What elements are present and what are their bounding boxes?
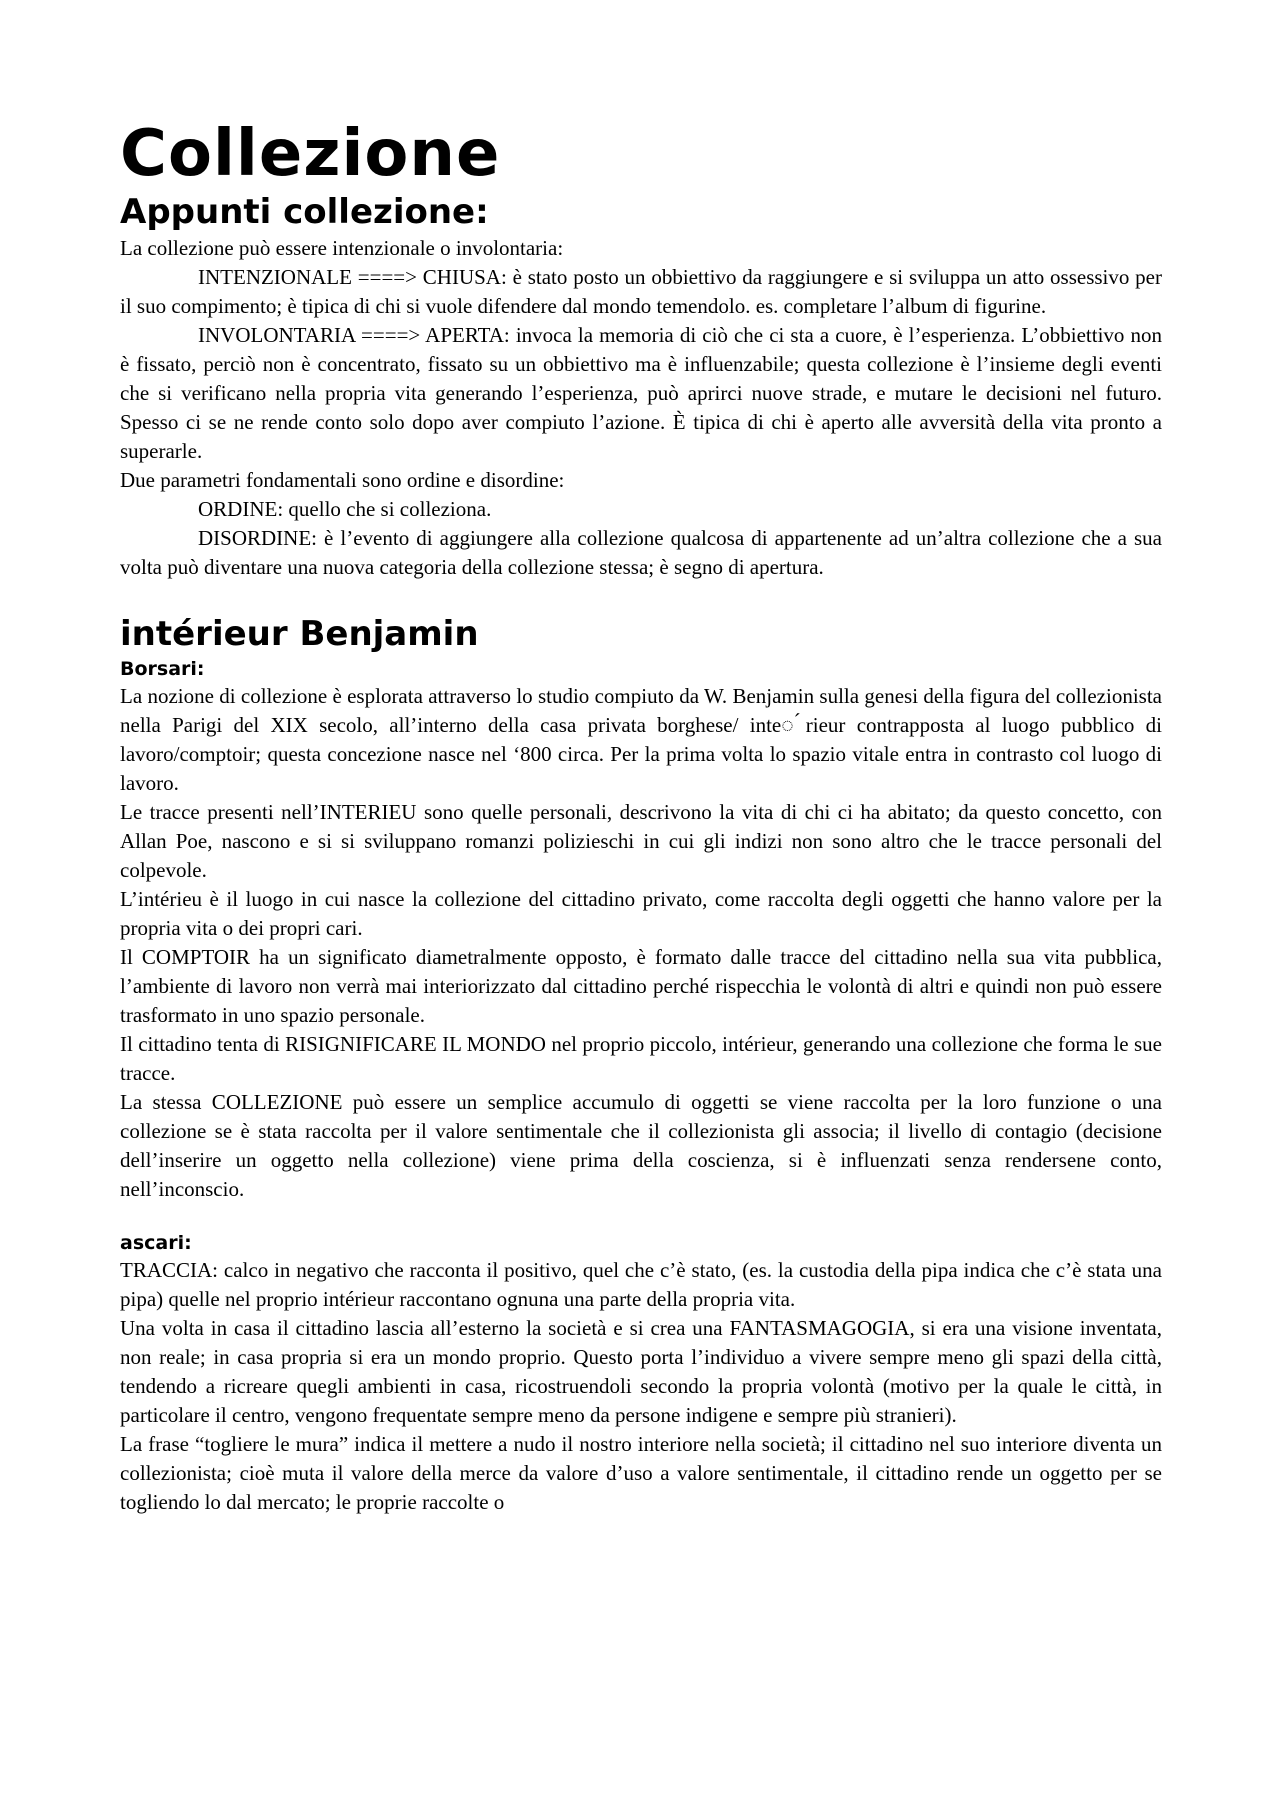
- paragraph: Il cittadino tenta di RISIGNIFICARE IL MONDO nel proprio piccolo, intérieur, generando una collezione che forma le sue tracce.: [120, 1032, 1162, 1085]
- paragraph: TRACCIA: calco in negativo che racconta il positivo, quel che c’è stato, (es. la custodia della pipa indica che c’è stata una pipa) quelle nel proprio intérieur raccontano ognuna una parte della propria vita.: [120, 1258, 1162, 1311]
- section-heading-interieur: intérieur Benjamin: [120, 614, 479, 654]
- paragraph: La stessa COLLEZIONE può essere un semplice accumulo di oggetti se viene raccolta per la loro funzione o una collezione se è stata raccolta per il valore sentimentale che il collezionista gli associa; il livello di contagio (decisione dell’inserire un oggetto nella collezione) viene prima della coscienza, si è influenzati senza rendersene conto, nell’inconscio.: [120, 1090, 1162, 1201]
- document-title: Collezione: [120, 117, 501, 191]
- paragraph: Il COMPTOIR ha un significato diametralmente opposto, è formato dalle tracce del cittadino nella sua vita pubblica, l’ambiente di lavoro non verrà mai interiorizzato dal cittadino perché rispecchia le volontà di altri e quindi non può essere trasformato in uno spazio personale.: [120, 945, 1162, 1027]
- paragraph: INTENZIONALE ====> CHIUSA: è stato posto un obbiettivo da raggiungere e si sviluppa un atto ossessivo per il suo compimento; è tipica di chi si vuole difendere dal mondo temendolo. es. completare l’album di figurine.: [120, 265, 1162, 318]
- paragraph: DISORDINE: è l’evento di aggiungere alla collezione qualcosa di appartenente ad un’altra collezione che a sua volta può diventare una nuova categoria della collezione stessa; è segno di apertura.: [120, 526, 1162, 579]
- paragraph: ORDINE: quello che si colleziona.: [198, 497, 492, 521]
- paragraph: Una volta in casa il cittadino lascia all’esterno la società e si crea una FANTASMAGOGIA, si era una visione inventata, non reale; in casa propria si era un mondo proprio. Questo porta l’individuo a vivere sempre meno gli spazi della città, tendendo a ricreare quegli ambienti in casa, ricostruendoli secondo la propria volontà (motivo per la quale le città, in particolare il centro, vengono frequentate sempre meno da persone indigene e sempre più stranieri).: [120, 1316, 1162, 1427]
- section-heading-appunti: Appunti collezione:: [120, 192, 489, 232]
- subheading-borsari: Borsari:: [120, 658, 205, 680]
- paragraph: La nozione di collezione è esplorata attraverso lo studio compiuto da W. Benjamin sulla genesi della figura del collezionista nella Parigi del XIX secolo, all’interno della casa privata borghese/ inte◌́rieur contrapposta al luogo pubblico di lavoro/comptoir; questa concezione nasce nel ‘800 circa. Per la prima volta lo spazio vitale entra in contrasto col luogo di lavoro.: [120, 684, 1162, 795]
- paragraph: Le tracce presenti nell’INTERIEU sono quelle personali, descrivono la vita di chi ci ha abitato; da questo concetto, con Allan Poe, nascono e si si sviluppano romanzi polizieschi in cui gli indizi non sono altro che le tracce personali del colpevole.: [120, 800, 1162, 882]
- paragraph: INVOLONTARIA ====> APERTA: invoca la memoria di ciò che ci sta a cuore, è l’esperienza. L’obbiettivo non è fissato, perciò non è concentrato, fissato su un obbiettivo ma è influenzabile; questa collezione è l’insieme degli eventi che si verificano nella propria vita generando l’esperienza, può aprirci nuove strade, e mutare le decisioni nel futuro. Spesso ci se ne rende conto solo dopo aver compiuto l’azione. È tipica di chi è aperto alle avversità della vita pronto a superarle.: [120, 323, 1162, 463]
- paragraph: Due parametri fondamentali sono ordine e disordine:: [120, 468, 565, 492]
- paragraph: La frase “togliere le mura” indica il mettere a nudo il nostro interiore nella società; il cittadino nel suo interiore diventa un collezionista; cioè muta il valore della merce da valore d’uso a valore sentimentale, il cittadino rende un oggetto per se togliendo lo dal mercato; le proprie raccolte o: [120, 1432, 1162, 1514]
- document-page: [120, 118, 1162, 1517]
- subheading-ascari: ascari:: [120, 1232, 192, 1254]
- paragraph: L’intérieu è il luogo in cui nasce la collezione del cittadino privato, come raccolta degli oggetti che hanno valore per la propria vita o dei propri cari.: [120, 887, 1162, 940]
- paragraph: La collezione può essere intenzionale o involontaria:: [120, 236, 564, 260]
